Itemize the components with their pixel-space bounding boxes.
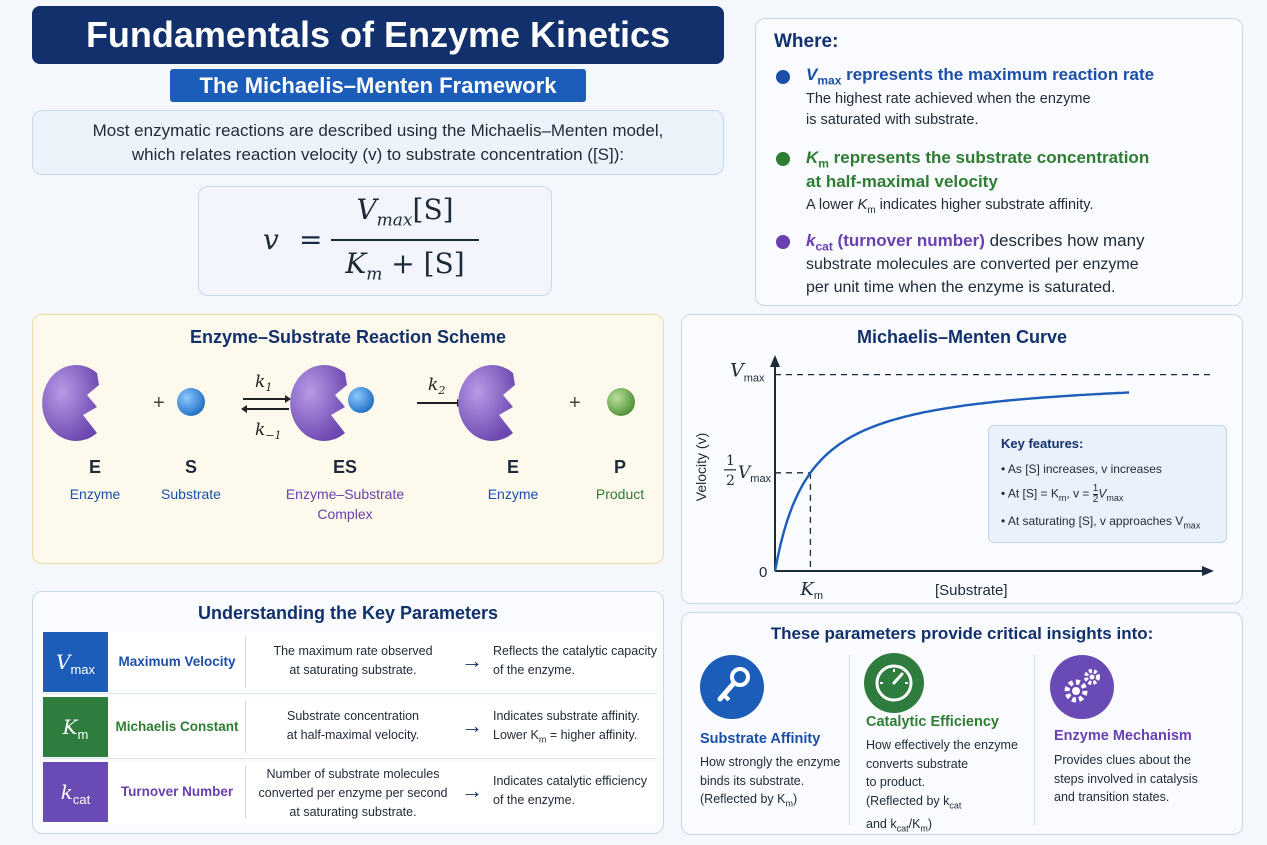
k1-label: $k_1$ bbox=[255, 372, 273, 394]
param-result-kcat: Indicates catalytic efficiency of the enzyme. bbox=[493, 774, 648, 807]
arrow-right-icon: → bbox=[461, 713, 483, 738]
species-e2-symbol: E bbox=[506, 457, 519, 477]
substrate-icon bbox=[177, 388, 205, 416]
param-symbol-km: $K_m$ bbox=[43, 697, 108, 757]
insights-title: These parameters provide critical insights into: bbox=[770, 624, 1154, 643]
where-kcat-line-2: per unit time when the enzyme is saturated. bbox=[806, 279, 1116, 296]
key-feature-3: • At saturating [S], v approaches $V_{max}$ bbox=[1001, 514, 1201, 531]
enzyme-free-icon bbox=[458, 365, 515, 441]
where-panel bbox=[755, 18, 1243, 306]
scheme-title: Enzyme–Substrate Reaction Scheme bbox=[189, 327, 507, 347]
param-name-vmax: Maximum Velocity bbox=[118, 654, 236, 669]
arrow-right-icon: → bbox=[461, 648, 483, 673]
param-symbol-vmax: $V_{max}$ bbox=[43, 632, 108, 692]
species-s-label: Substrate bbox=[161, 486, 221, 502]
product-icon bbox=[607, 388, 635, 416]
k-minus-1-label: $k_{-1}$ bbox=[255, 420, 282, 442]
where-kcat-head: $k_{cat}$ (turnover number) describes how many bbox=[806, 231, 1145, 254]
page-title: Fundamentals of Enzyme Kinetics bbox=[32, 6, 724, 64]
species-p-label: Product bbox=[595, 486, 645, 502]
michaelis-menten-equation bbox=[198, 186, 552, 296]
key-features-box bbox=[988, 425, 1227, 543]
plus-sign-1: + bbox=[153, 392, 165, 414]
param-symbol-kcat: $k_{cat}$ bbox=[43, 762, 108, 822]
where-km-head-2: at half-maximal velocity bbox=[806, 172, 998, 191]
key-icon bbox=[700, 655, 764, 719]
y-axis-label: Velocity (v) bbox=[693, 432, 709, 502]
param-row-kcat bbox=[43, 762, 657, 824]
param-name-kcat: Turnover Number bbox=[120, 784, 234, 799]
arrow-right-icon: → bbox=[461, 778, 483, 803]
insight-affinity-head: Substrate Affinity bbox=[700, 731, 821, 747]
insight-efficiency-text: How effectively the enzyme converts substrate to product. (Reflected by $k_{cat}$ and $k_{cat}/K_m$) bbox=[866, 738, 1018, 833]
reaction-scheme-drawing bbox=[33, 315, 665, 565]
where-vmax-line-1: The highest rate achieved when the enzyme bbox=[806, 91, 1091, 107]
x-axis-label: [Substrate] bbox=[935, 582, 1008, 599]
insight-affinity-text: How strongly the enzyme binds its substrate. (Reflected by $K_m$) bbox=[700, 755, 841, 809]
plus-sign-2: + bbox=[569, 392, 581, 414]
page-subtitle: The Michaelis–Menten Framework bbox=[170, 69, 586, 102]
insight-efficiency-head: Catalytic Efficiency bbox=[866, 714, 999, 730]
insight-mechanism-text: Provides clues about the steps involved in catalysis and transition states. bbox=[1054, 753, 1198, 804]
gauge-icon bbox=[864, 653, 924, 713]
where-vmax-line-2: is saturated with substrate. bbox=[806, 112, 979, 128]
where-km-line-1: A lower $K_m$ indicates higher substrate affinity. bbox=[806, 197, 1094, 216]
species-e-symbol: E bbox=[88, 457, 101, 477]
param-result-km: Indicates substrate affinity. Lower $K_m$ = higher affinity. bbox=[493, 709, 640, 745]
param-desc-kcat: Number of substrate molecules converted per enzyme per second at saturating substrate. bbox=[258, 767, 448, 819]
k2-label: $k_2$ bbox=[428, 375, 446, 397]
insight-mechanism-head: Enzyme Mechanism bbox=[1054, 728, 1192, 744]
where-vmax-head: $V_{max}$ represents the maximum reaction rate bbox=[806, 65, 1155, 88]
where-kcat-line-1: substrate molecules are converted per enzyme bbox=[806, 256, 1139, 273]
y-tick-half-vmax bbox=[724, 453, 772, 489]
intro-line-1: Most enzymatic reactions are described using the Michaelis–Menten model, bbox=[92, 121, 664, 140]
vmax-bullet-icon bbox=[776, 70, 790, 84]
equation-denominator: $K_m + [S]$ bbox=[345, 247, 465, 285]
equation-lhs: v bbox=[263, 223, 279, 256]
where-km-head: $K_m$ represents the substrate concentration bbox=[806, 148, 1150, 171]
equation-numerator: $V_{max}[S]$ bbox=[356, 193, 454, 231]
insights-panel bbox=[681, 612, 1243, 835]
key-feature-1: • As [S] increases, v increases bbox=[1001, 462, 1162, 476]
km-bullet-icon bbox=[776, 152, 790, 166]
key-features-title: Key features: bbox=[1001, 436, 1084, 451]
fraction-bar bbox=[331, 239, 479, 241]
param-desc-vmax: The maximum rate observed at saturating substrate. bbox=[273, 644, 433, 677]
species-s-symbol: S bbox=[184, 457, 197, 477]
params-title: Understanding the Key Parameters bbox=[197, 603, 499, 623]
enzyme-icon bbox=[42, 365, 99, 441]
kcat-bullet-icon bbox=[776, 235, 790, 249]
where-title: Where: bbox=[774, 31, 839, 52]
svg-text:2: 2 bbox=[726, 472, 735, 489]
species-es-symbol: ES bbox=[332, 457, 357, 477]
svg-text:1: 1 bbox=[726, 452, 735, 469]
intro-box bbox=[32, 110, 724, 175]
param-desc-km: Substrate concentration at half-maximal velocity. bbox=[286, 709, 420, 742]
reaction-scheme-panel bbox=[32, 314, 664, 564]
enzyme-substrate-complex-icon bbox=[290, 365, 374, 441]
param-result-vmax: Reflects the catalytic capacity of the enzyme. bbox=[493, 644, 657, 677]
equation-equals: = bbox=[299, 223, 323, 256]
key-feature-2: • At $[S] = K_m$, v = $\frac{1}{2}$ $V_{max}$ bbox=[1001, 483, 1124, 505]
origin-label: 0 bbox=[759, 564, 768, 581]
param-row-km bbox=[43, 697, 657, 759]
intro-line-2: which relates reaction velocity (v) to substrate concentration ([S]): bbox=[131, 145, 625, 164]
species-es-label: Enzyme–Substrate Complex bbox=[285, 486, 405, 522]
michaelis-menten-curve-panel bbox=[681, 314, 1243, 604]
key-parameters-panel bbox=[32, 591, 664, 834]
gears-icon bbox=[1050, 655, 1114, 719]
param-row-vmax bbox=[43, 632, 657, 694]
species-e2-label: Enzyme bbox=[487, 486, 539, 502]
species-e-label: Enzyme bbox=[69, 486, 121, 502]
species-p-symbol: P bbox=[613, 457, 626, 477]
svg-text:Vmax: $V_{max}$ bbox=[738, 462, 772, 485]
param-name-km: Michaelis Constant bbox=[115, 719, 239, 734]
y-tick-vmax: $V_{max}$ bbox=[730, 359, 765, 385]
x-tick-km: $K_m$ bbox=[800, 579, 824, 602]
chart-title: Michaelis–Menten Curve bbox=[856, 327, 1068, 347]
